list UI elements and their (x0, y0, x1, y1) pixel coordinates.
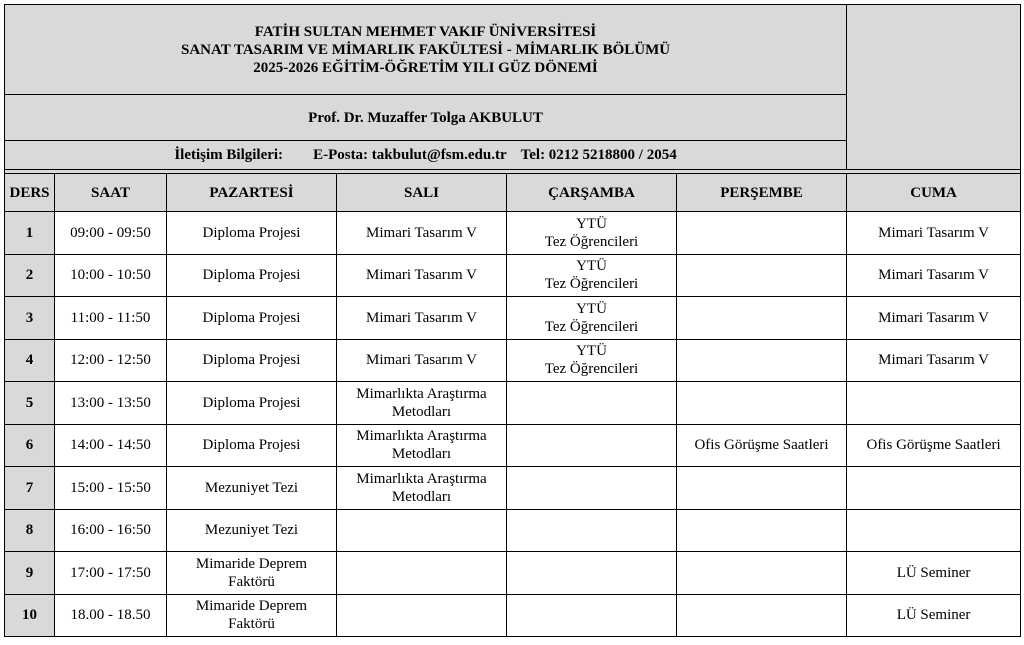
cell-thursday (677, 509, 847, 552)
course-text: Faktörü (228, 573, 275, 590)
course-text: Mimarlıkta Araştırma (356, 385, 487, 402)
table-row (5, 212, 1021, 255)
cell-thursday (677, 297, 847, 340)
cell-tuesday (337, 212, 507, 255)
course-text: Tez Öğrencileri (544, 318, 639, 335)
cell-wednesday (507, 594, 677, 637)
lesson-time: 14:00 - 14:50 (55, 424, 167, 467)
cell-monday (167, 382, 337, 425)
cell-friday (847, 424, 1021, 467)
table-row (5, 424, 1021, 467)
course-text: Mimaride Deprem (195, 555, 308, 572)
cell-wednesday (507, 552, 677, 595)
cell-friday (847, 212, 1021, 255)
lesson-time: 10:00 - 10:50 (55, 254, 167, 297)
contact-info (5, 141, 847, 170)
header-title-block (5, 5, 847, 95)
header-side-cell (847, 5, 1021, 170)
col-header-sali: SALI (337, 174, 507, 212)
cell-friday (847, 552, 1021, 595)
course-text: Diploma Projesi (202, 267, 301, 284)
cell-tuesday (337, 509, 507, 552)
cell-tuesday (337, 297, 507, 340)
cell-monday (167, 552, 337, 595)
table-row (5, 254, 1021, 297)
cell-friday (847, 382, 1021, 425)
lesson-time: 18.00 - 18.50 (55, 594, 167, 637)
lesson-time: 13:00 - 13:50 (55, 382, 167, 425)
term-name: 2025-2026 EĞİTİM-ÖĞRETİM YILI GÜZ DÖNEMİ (253, 59, 598, 76)
table-row (5, 297, 1021, 340)
table-row (5, 467, 1021, 510)
course-text: LÜ Seminer (896, 607, 971, 624)
cell-thursday (677, 339, 847, 382)
cell-thursday (677, 212, 847, 255)
course-text: LÜ Seminer (896, 564, 971, 581)
col-header-saat: SAAT (55, 174, 167, 212)
cell-friday (847, 509, 1021, 552)
cell-thursday (677, 552, 847, 595)
course-text: Metodları (391, 403, 452, 420)
lesson-time: 17:00 - 17:50 (55, 552, 167, 595)
column-header-row (5, 174, 1021, 212)
col-header-persembe: PERŞEMBE (677, 174, 847, 212)
cell-tuesday (337, 254, 507, 297)
cell-friday (847, 297, 1021, 340)
cell-tuesday (337, 424, 507, 467)
course-text: Tez Öğrencileri (544, 361, 639, 378)
col-header-carsamba: ÇARŞAMBA (507, 174, 677, 212)
cell-tuesday (337, 339, 507, 382)
cell-monday (167, 297, 337, 340)
course-text: Mezuniyet Tezi (204, 522, 299, 539)
cell-thursday (677, 424, 847, 467)
course-text: Faktörü (228, 616, 275, 633)
lesson-number: 4 (5, 339, 55, 382)
course-text: Mimari Tasarım V (366, 352, 477, 369)
lesson-number: 9 (5, 552, 55, 595)
course-text: Mimari Tasarım V (366, 267, 477, 284)
course-text: Metodları (391, 488, 452, 505)
course-text: YTÜ (576, 215, 607, 232)
lesson-time: 16:00 - 16:50 (55, 509, 167, 552)
cell-monday (167, 509, 337, 552)
cell-monday (167, 212, 337, 255)
cell-thursday (677, 594, 847, 637)
cell-tuesday (337, 594, 507, 637)
cell-tuesday (337, 382, 507, 425)
course-text: Mimarlıkta Araştırma (356, 470, 487, 487)
col-header-ders: DERS (5, 174, 55, 212)
lesson-number: 8 (5, 509, 55, 552)
contact-phone: Tel: 0212 5218800 / 2054 (520, 147, 677, 163)
course-text: Mimarlıkta Araştırma (356, 428, 487, 445)
cell-wednesday (507, 382, 677, 425)
course-text: YTÜ (576, 258, 607, 275)
contact-email: E-Posta: takbulut@fsm.edu.tr (313, 147, 507, 163)
lesson-number: 10 (5, 594, 55, 637)
table-row (5, 382, 1021, 425)
course-text: Diploma Projesi (202, 394, 301, 411)
lesson-number: 3 (5, 297, 55, 340)
cell-monday (167, 254, 337, 297)
cell-wednesday (507, 509, 677, 552)
col-header-cuma: CUMA (847, 174, 1021, 212)
cell-tuesday (337, 552, 507, 595)
schedule-body (5, 212, 1021, 637)
course-text: Mimari Tasarım V (878, 224, 989, 241)
cell-wednesday (507, 297, 677, 340)
cell-wednesday (507, 254, 677, 297)
course-text: Diploma Projesi (202, 437, 301, 454)
course-text: Mimari Tasarım V (366, 224, 477, 241)
table-row (5, 339, 1021, 382)
cell-monday (167, 594, 337, 637)
lesson-number: 2 (5, 254, 55, 297)
lesson-number: 6 (5, 424, 55, 467)
table-row (5, 552, 1021, 595)
cell-friday (847, 254, 1021, 297)
course-text: Metodları (391, 446, 452, 463)
lesson-time: 12:00 - 12:50 (55, 339, 167, 382)
cell-friday (847, 594, 1021, 637)
schedule-table (4, 4, 1021, 637)
course-text: Tez Öğrencileri (544, 276, 639, 293)
course-text: YTÜ (576, 300, 607, 317)
cell-friday (847, 467, 1021, 510)
cell-monday (167, 424, 337, 467)
course-text: YTÜ (576, 343, 607, 360)
lesson-time: 11:00 - 11:50 (55, 297, 167, 340)
faculty-name: SANAT TASARIM VE MİMARLIK FAKÜLTESİ - MİMARLIK BÖLÜMÜ (180, 41, 671, 58)
lesson-number: 1 (5, 212, 55, 255)
cell-friday (847, 339, 1021, 382)
cell-wednesday (507, 467, 677, 510)
course-text: Tez Öğrencileri (544, 233, 639, 250)
course-text: Ofis Görüşme Saatleri (694, 437, 829, 454)
cell-monday (167, 339, 337, 382)
lesson-number: 5 (5, 382, 55, 425)
course-text: Mimari Tasarım V (878, 352, 989, 369)
course-text: Mezuniyet Tezi (204, 479, 299, 496)
course-text: Mimari Tasarım V (878, 267, 989, 284)
table-row (5, 509, 1021, 552)
schedule-sheet (4, 4, 1020, 640)
course-text: Diploma Projesi (202, 224, 301, 241)
course-text: Mimari Tasarım V (878, 309, 989, 326)
course-text: Ofis Görüşme Saatleri (866, 437, 1001, 454)
cell-thursday (677, 382, 847, 425)
instructor-name: Prof. Dr. Muzaffer Tolga AKBULUT (5, 95, 847, 141)
course-text: Diploma Projesi (202, 309, 301, 326)
cell-thursday (677, 254, 847, 297)
cell-wednesday (507, 212, 677, 255)
table-row (5, 594, 1021, 637)
course-text: Mimaride Deprem (195, 598, 308, 615)
cell-tuesday (337, 467, 507, 510)
course-text: Diploma Projesi (202, 352, 301, 369)
university-name: FATİH SULTAN MEHMET VAKIF ÜNİVERSİTESİ (254, 23, 597, 40)
lesson-number: 7 (5, 467, 55, 510)
cell-monday (167, 467, 337, 510)
cell-thursday (677, 467, 847, 510)
cell-wednesday (507, 339, 677, 382)
col-header-pazartesi: PAZARTESİ (167, 174, 337, 212)
cell-wednesday (507, 424, 677, 467)
course-text: Mimari Tasarım V (366, 309, 477, 326)
lesson-time: 15:00 - 15:50 (55, 467, 167, 510)
contact-label: İletişim Bilgileri: (174, 147, 284, 163)
lesson-time: 09:00 - 09:50 (55, 212, 167, 255)
